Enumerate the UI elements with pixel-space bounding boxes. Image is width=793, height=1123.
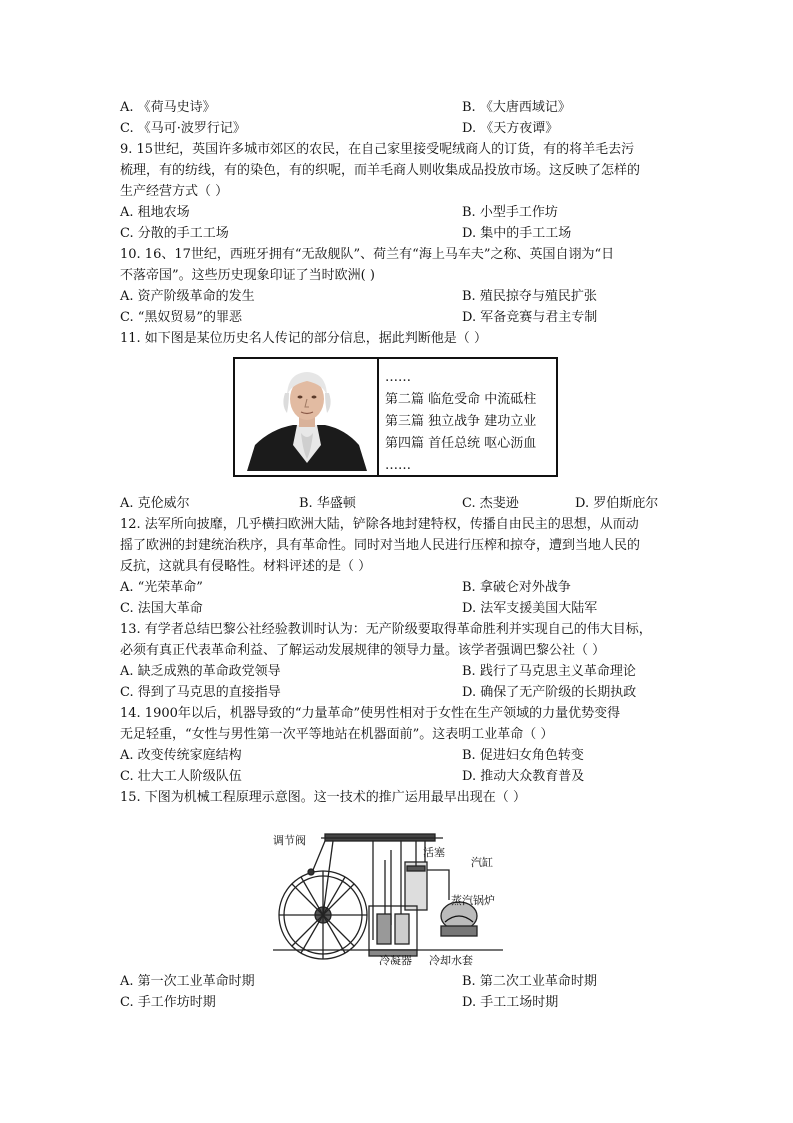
- q14-stem-line-1: 14. 1900年以后，机器导致的“力量革命”使男性相对于女性在生产领域的力量优势变得: [120, 706, 621, 721]
- label-jacket: 冷却水套: [429, 954, 473, 967]
- q9-option-b: B. 小型手工作坊: [462, 205, 558, 220]
- toc-chapter-4: 第四篇 首任总统 呕心沥血: [385, 436, 537, 451]
- q11-stem: 11. 如下图是某位历史名人传记的部分信息，据此判断他是（ ）: [120, 331, 487, 346]
- q12-option-a: A. “光荣革命”: [120, 580, 203, 595]
- label-valve: 调节阀: [273, 834, 306, 847]
- q13-option-b: B. 践行了马克思主义革命理论: [462, 664, 636, 679]
- steam-engine-diagram: [273, 830, 503, 970]
- q13-option-c: C. 得到了马克思的直接指导: [120, 685, 281, 700]
- toc-ellipsis-top: ……: [385, 370, 411, 385]
- q10-stem-line-2: 不落帝国”。这些历史现象印证了当时欧洲( ): [120, 268, 375, 283]
- q9-stem-line-3: 生产经营方式（ ）: [120, 184, 229, 199]
- q15-option-c: C. 手工作坊时期: [120, 995, 216, 1010]
- q13-stem-line-2: 必须有真正代表革命利益、了解运动发展规律的领导力量。该学者强调巴黎公社（ ）: [120, 643, 606, 658]
- q12-stem-line-2: 摇了欧洲的封建统治秩序，具有革命性。同时对当地人民进行压榨和掠夺，遭到当地人民的: [120, 538, 641, 553]
- q8-option-d: D. 《天方夜谭》: [462, 121, 559, 136]
- q8-option-a: A. 《荷马史诗》: [120, 100, 216, 115]
- q14-option-b: B. 促进妇女角色转变: [462, 748, 584, 763]
- q14-option-c: C. 壮大工人阶级队伍: [120, 769, 242, 784]
- q10-stem-line-1: 10. 16、17世纪，西班牙拥有“无敌舰队”、荷兰有“海上马车夫”之称、英国自诩为“日: [120, 247, 615, 262]
- q15-stem: 15. 下图为机械工程原理示意图。这一技术的推广运用最早出现在（ ）: [120, 790, 526, 805]
- q9-option-d: D. 集中的手工工场: [462, 226, 572, 241]
- q11-option-d: D. 罗伯斯庇尔: [575, 496, 659, 511]
- q15-option-a: A. 第一次工业革命时期: [120, 974, 255, 989]
- q13-option-d: D. 确保了无产阶级的长期执政: [462, 685, 637, 700]
- q12-option-b: B. 拿破仑对外战争: [462, 580, 571, 595]
- q9-stem-line-2: 梳理，有的纺线，有的染色，有的织呢，而羊毛商人则收集成品投放市场。这反映了怎样的: [120, 163, 641, 178]
- q13-option-a: A. 缺乏成熟的革命政党领导: [120, 664, 281, 679]
- q9-option-a: A. 租地农场: [120, 205, 190, 220]
- q12-stem-line-3: 反抗，这就具有侵略性。材料评述的是（ ）: [120, 559, 372, 574]
- q10-option-d: D. 军备竞赛与君主专制: [462, 310, 598, 325]
- q9-stem-line-1: 9. 15世纪，英国许多城市郊区的农民，在自己家里接受呢绒商人的订货，有的将羊毛去污: [120, 142, 635, 157]
- q12-option-d: D. 法军支援美国大陆军: [462, 601, 598, 616]
- biography-toc: [385, 367, 536, 477]
- toc-ellipsis-bottom: ……: [385, 458, 411, 473]
- q8-option-c: C. 《马可·波罗行记》: [120, 121, 246, 136]
- portrait-image: [241, 363, 373, 471]
- q14-option-a: A. 改变传统家庭结构: [120, 748, 242, 763]
- q10-option-b: B. 殖民掠夺与殖民扩张: [462, 289, 597, 304]
- q14-option-d: D. 推动大众教育普及: [462, 769, 585, 784]
- q13-stem-line-1: 13. 有学者总结巴黎公社经验教训时认为：无产阶级要取得革命胜利并实现自己的伟大目标，: [120, 622, 652, 637]
- q11-option-c: C. 杰斐逊: [462, 496, 519, 511]
- toc-chapter-3: 第三篇 独立战争 建功立业: [385, 414, 537, 429]
- q10-option-c: C. “黑奴贸易”的罪恶: [120, 310, 243, 325]
- label-condenser: 冷凝器: [379, 954, 412, 967]
- label-piston: 活塞: [423, 846, 445, 859]
- q11-option-b: B. 华盛顿: [299, 496, 356, 511]
- toc-chapter-2: 第二篇 临危受命 中流砥柱: [385, 392, 537, 407]
- q14-stem-line-2: 无足轻重，“女性与男性第一次平等地站在机器面前”。这表明工业革命（ ）: [120, 727, 554, 742]
- biography-figure: [233, 357, 558, 477]
- q10-option-a: A. 资产阶级革命的发生: [120, 289, 255, 304]
- q12-option-c: C. 法国大革命: [120, 601, 203, 616]
- q8-option-b: B. 《大唐西域记》: [462, 100, 571, 115]
- q12-stem-line-1: 12. 法军所向披靡，几乎横扫欧洲大陆，铲除各地封建特权，传播自由民主的思想，从而动: [120, 517, 639, 532]
- q15-option-d: D. 手工工场时期: [462, 995, 559, 1010]
- q9-option-c: C. 分散的手工工场: [120, 226, 229, 241]
- figure-divider: [377, 359, 379, 475]
- label-cylinder: 汽缸: [471, 856, 493, 869]
- q11-option-a: A. 克伦威尔: [120, 496, 190, 511]
- q15-option-b: B. 第二次工业革命时期: [462, 974, 597, 989]
- label-boiler: 蒸汽锅炉: [451, 894, 495, 907]
